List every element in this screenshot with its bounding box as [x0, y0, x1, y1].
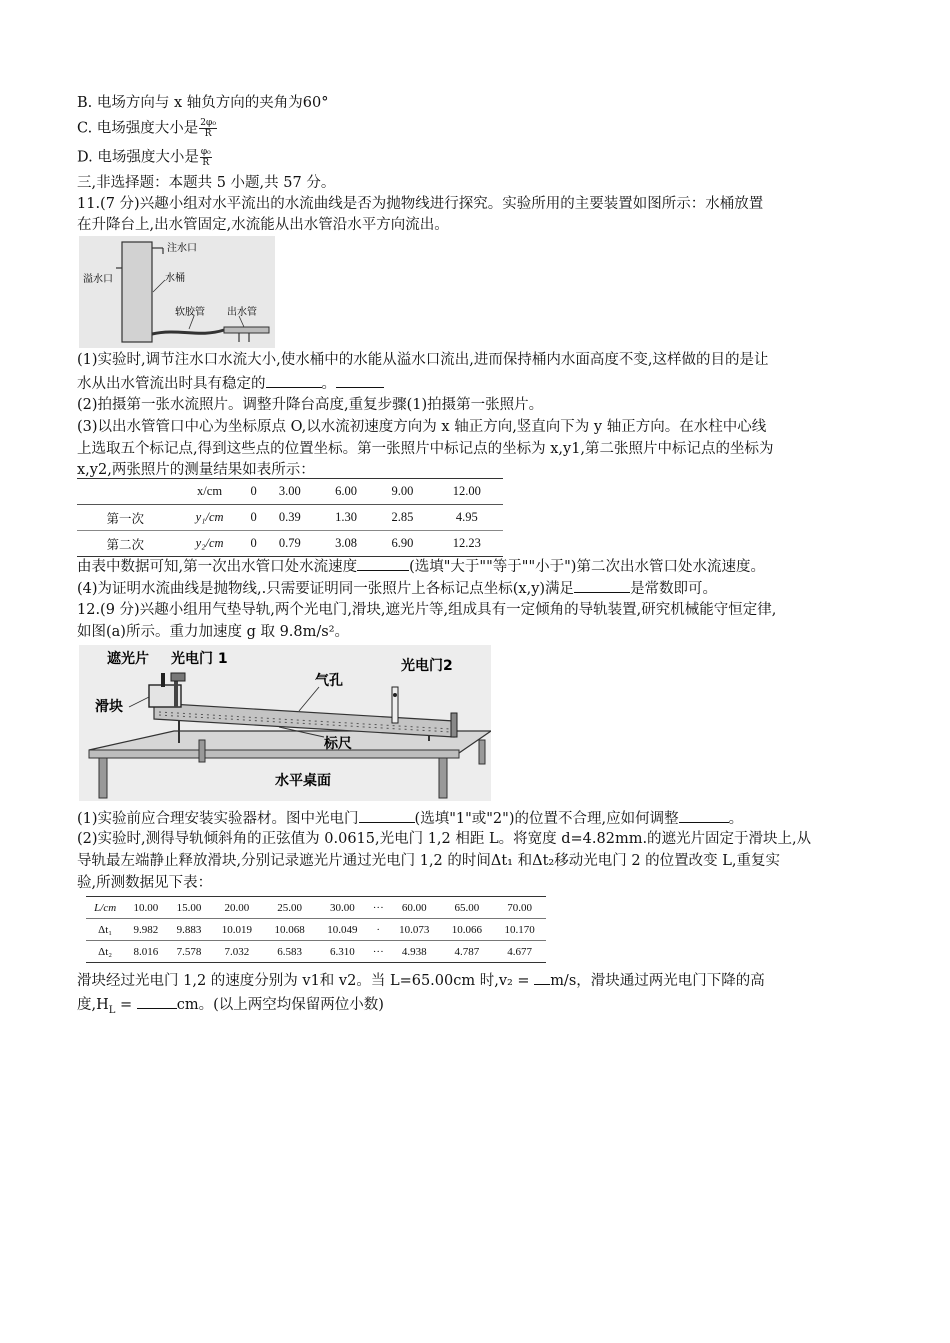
table-cell: L/cm — [86, 897, 124, 919]
option-b: B. 电场方向与 x 轴负方向的夹角为60° — [77, 95, 329, 111]
label-outlet: 出水管 — [227, 307, 257, 318]
table-cell: 0 — [250, 536, 257, 550]
table-cell: 70.00 — [493, 897, 546, 919]
q12-part2-line3: 验,所测数据见下表： — [77, 875, 213, 891]
label-gate2: 光电门2 — [401, 658, 453, 674]
label-inlet: 注水口 — [167, 243, 197, 254]
table-cell: 7.032 — [224, 945, 250, 958]
table-cell: 8.016 — [133, 945, 159, 958]
table-row — [86, 941, 546, 963]
gate1-head — [171, 673, 185, 681]
timing-table — [86, 896, 546, 963]
q12-part2-line2: 导轨最左端静止释放滑块,分别记录遮光片通过光电门 1,2 的时间Δt₁ 和Δt₂移动光电门 2 的位置改变 L,重复实 — [77, 853, 781, 869]
option-d-text: D. 电场强度大小是 — [77, 149, 199, 166]
q11-part1-line1: (1)实验时,调节注水口水流大小,使水桶中的水能从溢水口流出,进而保持桶内水面高度不变,这样做的目的是让 — [77, 352, 769, 368]
table-cell: 3.00 — [262, 479, 318, 505]
table-cell: Δt₁ — [86, 919, 124, 941]
q11-stem-line1: 11.(7 分)兴趣小组对水平流出的水流曲线是否为抛物线进行探究。实验所用的主要装置如图所示：水桶放置 — [77, 196, 764, 212]
label-slider: 滑块 — [95, 699, 123, 715]
q12-last-text: 度,H — [77, 997, 109, 1013]
table-edge — [89, 750, 459, 758]
table-cell: 9.982 — [124, 919, 167, 941]
table-row — [86, 919, 546, 941]
label-gate1: 光电门 1 — [171, 651, 228, 667]
table-cell: 10.049 — [316, 919, 369, 941]
label-table: 水平桌面 — [275, 773, 331, 789]
fraction-numerator: 2φ₀ — [200, 118, 216, 128]
table-cell: 0 — [246, 505, 262, 531]
table-cell: 12.00 — [431, 479, 503, 505]
option-d — [77, 147, 212, 168]
q12-part1-text: (1)实验前应合理安装实验器材。图中光电门 — [77, 811, 359, 827]
table-cell: 15.00 — [167, 897, 210, 919]
table-cell: 1.30 — [318, 505, 374, 531]
table-cell: 7.578 — [176, 945, 202, 958]
table-cell: 4.938 — [401, 945, 427, 958]
table-cell: 9.00 — [374, 479, 430, 505]
coordinates-table — [77, 478, 503, 557]
table-leg — [199, 740, 205, 762]
table-cell: 10.068 — [263, 919, 316, 941]
table-cell: 10.00 — [124, 897, 167, 919]
q11-part4 — [77, 578, 717, 598]
table-leg — [99, 758, 107, 798]
table-cell: 2.85 — [374, 505, 430, 531]
q11-after-table-text-end: (选填"大于""等于""小于")第二次出水管口处水流速度。 — [409, 559, 765, 575]
table-cell: 6.583 — [277, 945, 302, 958]
option-d-fraction — [200, 147, 212, 168]
answer-blank[interactable] — [574, 578, 630, 593]
gate2-sensor — [393, 693, 397, 697]
q11-part4-text: (4)为证明水流曲线是抛物线,.只需要证明同一张照片上各标记点坐标(x,y)满足 — [77, 581, 575, 597]
label-overflow: 溢水口 — [83, 274, 113, 285]
table-cell: 20.00 — [211, 897, 264, 919]
table-row — [77, 531, 503, 557]
answer-blank[interactable] — [534, 970, 550, 985]
table-row — [77, 505, 503, 531]
table-cell: 10.066 — [441, 919, 494, 941]
fraction-numerator: φ₀ — [200, 147, 211, 157]
q12-part2-line1: (2)实验时,测得导轨倾斜角的正弦值为 0.0615,光电门 1,2 相距 L。将宽度 d=4.82mm.的遮光片固定于滑块上,从 — [77, 831, 812, 847]
track-end-stop — [451, 713, 457, 737]
label-hose: 软胶管 — [175, 307, 205, 318]
bucket-shape — [122, 242, 152, 342]
table-cell — [77, 479, 174, 505]
table-cell: 10.073 — [388, 919, 441, 941]
table-leg — [439, 758, 447, 798]
answer-blank[interactable] — [137, 994, 177, 1009]
table-cell: 9.883 — [167, 919, 210, 941]
table-cell: y₂/cm — [195, 536, 224, 550]
q12-last-equals: = — [115, 997, 137, 1013]
table-cell: 4.787 — [454, 945, 480, 958]
q12-last-text-end: cm。(以上两空均保留两位小数) — [176, 997, 384, 1013]
table-cell: 10.170 — [493, 919, 546, 941]
table-cell: 4.95 — [431, 505, 503, 531]
q11-part3-line2: 上选取五个标记点,得到这些点的位置坐标。第一张照片中标记点的坐标为 x,y1,第二张照片中标记点的坐标为 — [77, 441, 774, 457]
q11-part3-line3: x,y2,两张照片的测量结果如表所示： — [77, 462, 315, 478]
q11-after-table — [77, 556, 765, 576]
q11-stem-line2: 在升降台上,出水管固定,水流能从出水管沿水平方向流出。 — [77, 217, 449, 233]
table-cell: 第一次 — [77, 505, 174, 531]
label-bucket: 水桶 — [165, 273, 185, 284]
table-cell: y₁/cm — [174, 505, 246, 531]
table-cell: · — [369, 919, 388, 941]
table-cell: 3.08 — [335, 536, 358, 550]
q12-last-line2 — [77, 994, 384, 1020]
option-c-fraction — [199, 118, 217, 139]
table-cell: 65.00 — [441, 897, 494, 919]
q11-part3-line1: (3)以出水管管口中心为坐标原点 O,以水流初速度方向为 x 轴正方向,竖直向下为 y 轴正方向。在水柱中心线 — [77, 419, 767, 435]
table-cell: 10.019 — [211, 919, 264, 941]
q11-part4-text-end: 是常数即可。 — [630, 581, 718, 597]
table-cell: 30.00 — [316, 897, 369, 919]
fraction-denominator: R — [202, 158, 210, 168]
gate2-post — [392, 687, 398, 723]
table-cell: 60.00 — [388, 897, 441, 919]
table-cell: ··· — [372, 945, 384, 958]
table-cell: 0.39 — [262, 505, 318, 531]
bucket-apparatus-figure — [79, 236, 275, 348]
q12-stem-line2: 如图(a)所示。重力加速度 g 取 9.8m/s²。 — [77, 624, 350, 640]
table-cell: ··· — [369, 897, 388, 919]
table-cell: x/cm — [174, 479, 246, 505]
option-c-text: C. 电场强度大小是 — [77, 120, 199, 137]
q11-part1-text-end: 。 — [321, 376, 336, 392]
q12-last-text: 滑块经过光电门 1,2 的速度分别为 v1和 v2。当 L=65.00cm 时,v₂ = — [77, 973, 535, 989]
q12-stem-line1: 12.(9 分)兴趣小组用气垫导轨,两个光电门,滑块,遮光片等,组成具有一定倾角的导轨装置,研究机械能守恒定律, — [77, 602, 777, 618]
option-c — [77, 118, 217, 139]
section-heading: 三,非选择题：本题共 5 小题,共 57 分。 — [77, 175, 336, 191]
table-cell: 4.677 — [507, 945, 532, 958]
q11-part1-line2 — [77, 373, 384, 393]
table-leg — [479, 740, 485, 764]
outlet-pipe-shape — [224, 327, 269, 333]
answer-blank[interactable] — [359, 808, 415, 823]
label-hole: 气孔 — [315, 673, 343, 689]
q11-part2: (2)拍摄第一张水流照片。调整升降台高度,重复步骤(1)拍摄第一张照片。 — [77, 397, 544, 413]
q11-after-table-text: 由表中数据可知,第一次出水管口处水流速度 — [77, 559, 358, 575]
table-cell: 6.310 — [329, 945, 355, 958]
q11-part1-text: 水从出水管流出时具有稳定的 — [77, 376, 266, 392]
table-cell: 12.23 — [452, 536, 481, 550]
table-cell: 25.00 — [263, 897, 316, 919]
answer-blank[interactable] — [357, 556, 409, 571]
answer-blank[interactable] — [336, 373, 384, 388]
table-cell: 6.00 — [318, 479, 374, 505]
fraction-denominator: R — [204, 129, 212, 139]
shade-plate — [161, 673, 165, 687]
table-cell: 0 — [246, 479, 262, 505]
q12-part1-text-mid: (选填"1"或"2")的位置不合理,应如何调整 — [414, 811, 679, 827]
q12-last-line1 — [77, 970, 765, 990]
label-ruler: 标尺 — [324, 736, 352, 752]
q12-part1 — [77, 808, 743, 828]
air-track-figure — [79, 645, 491, 801]
answer-blank[interactable] — [679, 808, 729, 823]
table-cell: 第二次 — [106, 537, 145, 552]
table-row — [86, 897, 546, 919]
table-cell: Δt₂ — [98, 945, 113, 958]
q12-last-text-end: m/s，滑块通过两光电门下降的高 — [550, 973, 765, 989]
q12-part1-text-end: 。 — [728, 811, 744, 827]
table-cell: 0.79 — [278, 536, 301, 550]
answer-blank[interactable] — [266, 373, 322, 388]
label-shade: 遮光片 — [107, 651, 149, 667]
subscript: L — [108, 1004, 116, 1016]
table-cell: 6.90 — [391, 536, 414, 550]
table-row — [77, 479, 503, 505]
